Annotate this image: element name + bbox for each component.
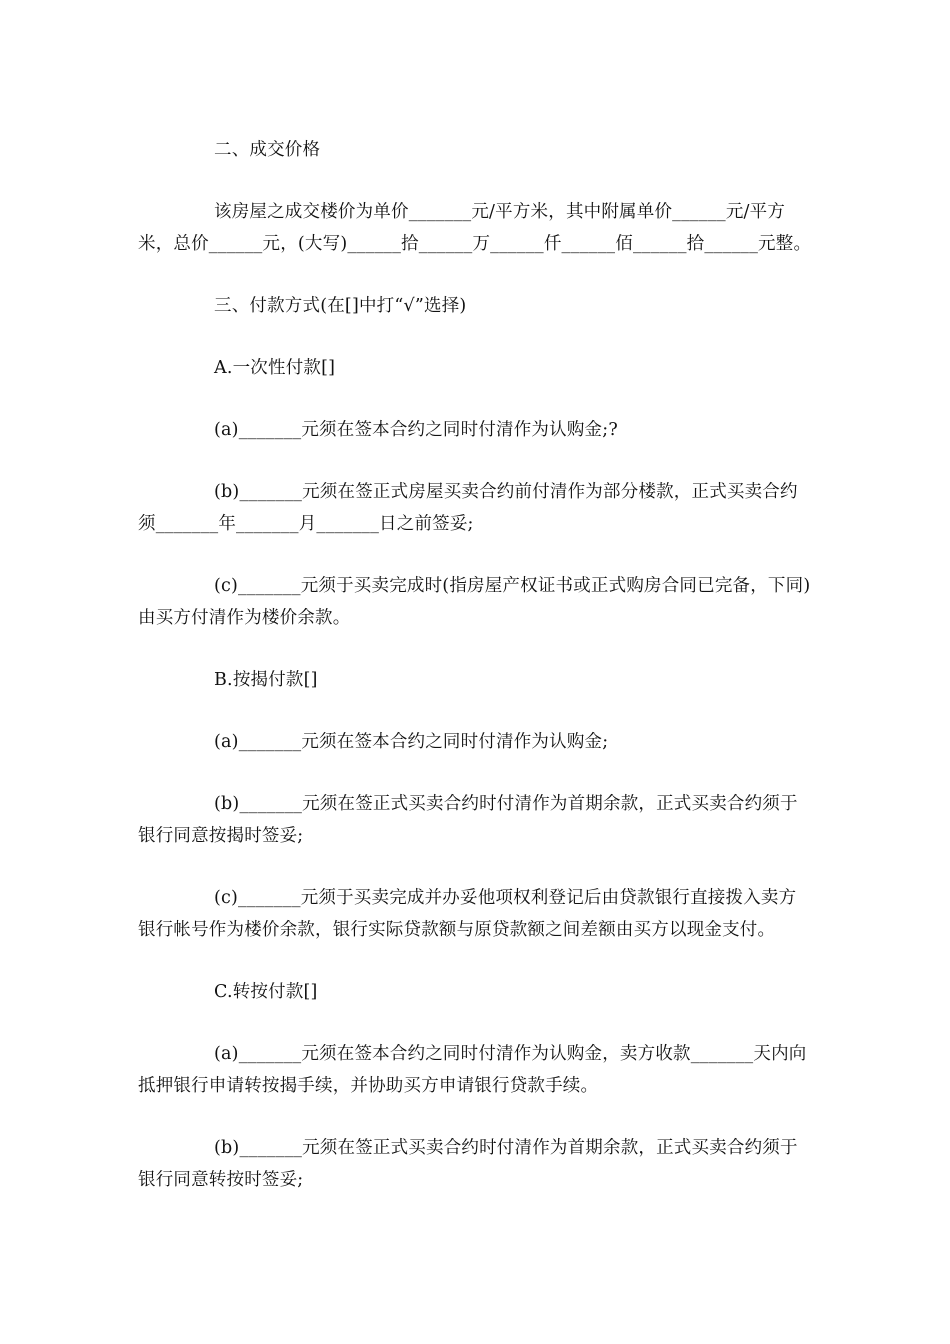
option-a-item-b: (b)_______元须在签正式房屋买卖合约前付清作为部分楼款，正式买卖合约须_______年_______月_______日之前签妥;: [138, 482, 798, 534]
option-b-title: B.按揭付款[]: [214, 670, 318, 690]
option-c-item-b: (b)_______元须在签正式买卖合约时付清作为首期余款，正式买卖合约须于银行同意转按时签妥;: [138, 1138, 798, 1190]
option-a-item-a: (a)_______元须在签本合约之同时付清作为认购金;?: [214, 420, 618, 440]
option-a-item-c: (c)_______元须于买卖完成时(指房屋产权证书或正式购房合同已完备，下同)由买方付清作为楼价余款。: [138, 576, 811, 628]
option-a-title: A.一次性付款[]: [214, 358, 336, 378]
option-b-item-a: (a)_______元须在签本合约之同时付清作为认购金;: [214, 732, 609, 752]
document-page: [138, 134, 812, 1226]
section-heading-price: 二、成交价格: [214, 140, 321, 160]
option-b-item-c: (c)_______元须于买卖完成并办妥他项权利登记后由贷款银行直接拨入卖方银行帐号作为楼价余款，银行实际贷款额与原贷款额之间差额由买方以现金支付。: [138, 888, 797, 940]
section-heading-payment: 三、付款方式(在[]中打“√”选择): [214, 296, 467, 316]
option-b-item-b: (b)_______元须在签正式买卖合约时付清作为首期余款，正式买卖合约须于银行同意按揭时签妥;: [138, 794, 798, 846]
option-c-item-a: (a)_______元须在签本合约之同时付清作为认购金，卖方收款_______天内向抵押银行申请转按揭手续，并协助买方申请银行贷款手续。: [138, 1044, 807, 1096]
option-c-title: C.转按付款[]: [214, 982, 318, 1002]
price-paragraph: 该房屋之成交楼价为单价_______元/平方米，其中附属单价______元/平方米，总价______元，(大写)______拾______万______仟______佰______拾______元整。: [138, 202, 812, 254]
